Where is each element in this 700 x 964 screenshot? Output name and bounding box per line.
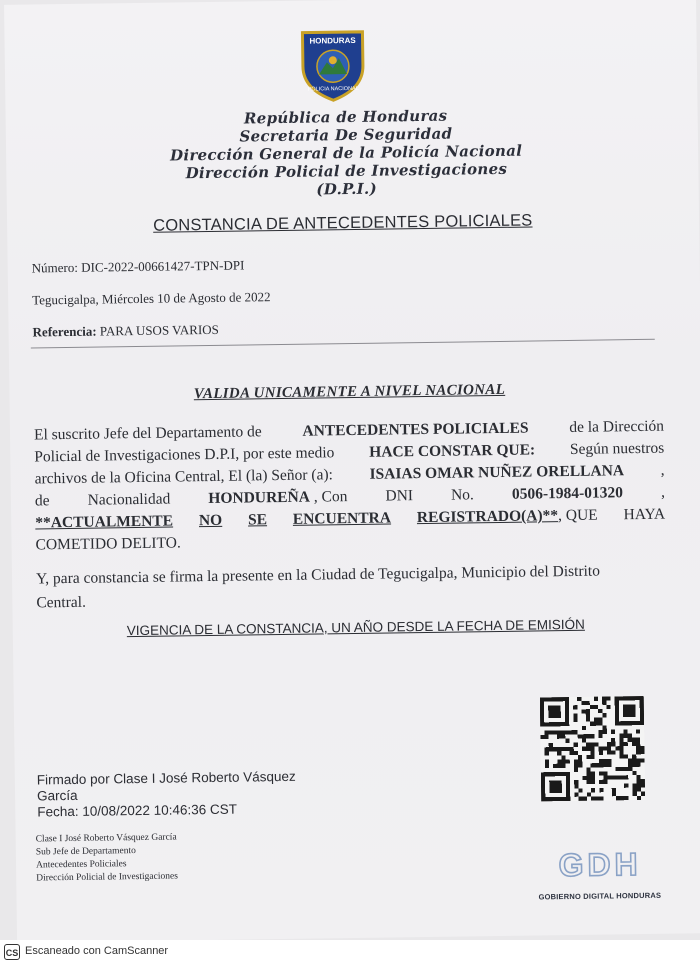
crest-top-text: HONDURAS [309,35,356,46]
reference-value: PARA USOS VARIOS [99,321,219,339]
person-name: ISAIAS OMAR NUÑEZ ORELLANA [369,462,625,483]
body-line-7: Y, para constancia se firma la presente en la Ciudad de Tegucigalpa, Municipio del Distrito [35,562,601,588]
status-text: ENCUENTRA [292,509,392,528]
body-text: , [660,483,666,501]
body-text: DNI [385,487,414,505]
body-text: , QUE [557,506,598,525]
status-text: **ACTUALMENTE [35,512,174,532]
police-crest-logo [294,26,371,103]
signed-by-line-2: García [36,787,78,804]
crest-bottom-text: POLICIA NACIONAL [307,85,359,93]
body-text: de [34,492,50,510]
body-bold: HACE CONSTAR QUE: [369,441,536,461]
document-page [4,0,700,943]
signer-name: Clase I José Roberto Vásquez García [35,832,177,845]
signed-by-line-1: Firmado por Clase I José Roberto Vásquez [36,768,296,788]
body-text: archivos de la Oficina Central, El (la) Señor (a): [34,466,334,488]
body-text: Policial de Investigaciones D.P.I, por este medio [34,444,335,466]
status-text: REGISTRADO(A)** [416,507,559,527]
status-text: SE [247,511,268,529]
signer-division: Dirección Policial de Investigaciones [36,871,178,884]
gdh-logo-text: GDH [558,846,642,884]
divider [31,339,655,349]
header-direccion-general: Dirección General de la Policía Nacional [169,141,523,165]
reference-label: Referencia: [32,323,97,340]
validity-scope: VALIDA UNICAMENTE A NIVEL NACIONAL [193,381,506,403]
reference [32,322,218,341]
camscanner-logo-icon: CS [4,944,20,960]
body-text: Según nuestros [569,439,665,458]
document-number: Número: DIC-2022-00661427-TPN-DPI [31,257,245,276]
scanner-footer-text: Escaneado con CamScanner [25,945,169,957]
body-text: de la Dirección [569,417,665,436]
body-text: , [660,461,665,479]
body-text: No. [450,486,474,504]
gdh-logo [552,841,649,886]
header-republica: República de Honduras [243,106,448,128]
body-text: HAYA [623,505,666,524]
body-line-8: Central. [36,593,87,612]
signed-date: Fecha: 10/08/2022 10:46:36 CST [37,801,238,820]
validity-period: VIGENCIA DE LA CONSTANCIA, UN AÑO DESDE LA FECHA DE EMISIÓN [126,616,585,639]
signer-position: Sub Jefe de Departamento [35,846,136,858]
status-text: NO [198,511,223,530]
body-bold: ANTECEDENTES POLICIALES [302,419,529,440]
body-text: , Con [313,488,348,506]
dni-number: 0506-1984-01320 [511,484,624,503]
header-dpi: (D.P.I.) [316,179,378,199]
issue-date: Tegucigalpa, Miércoles 10 de Agosto de 2022 [32,289,271,308]
signer-department: Antecedentes Policiales [35,859,127,871]
nationality: HONDUREÑA [208,488,311,508]
qr-code[interactable] [540,696,645,801]
body-line-6: COMETIDO DELITO. [35,534,181,554]
body-text: Nacionalidad [87,490,171,509]
header-direccion-policial: Dirección Policial de Investigaciones [185,159,508,183]
document-title: CONSTANCIA DE ANTECEDENTES POLICIALES [153,211,533,235]
body-text: El suscrito Jefe del Departamento de [33,423,262,444]
header-secretaria: Secretaria De Seguridad [239,124,453,146]
gdh-caption: GOBIERNO DIGITAL HONDURAS [538,890,662,902]
